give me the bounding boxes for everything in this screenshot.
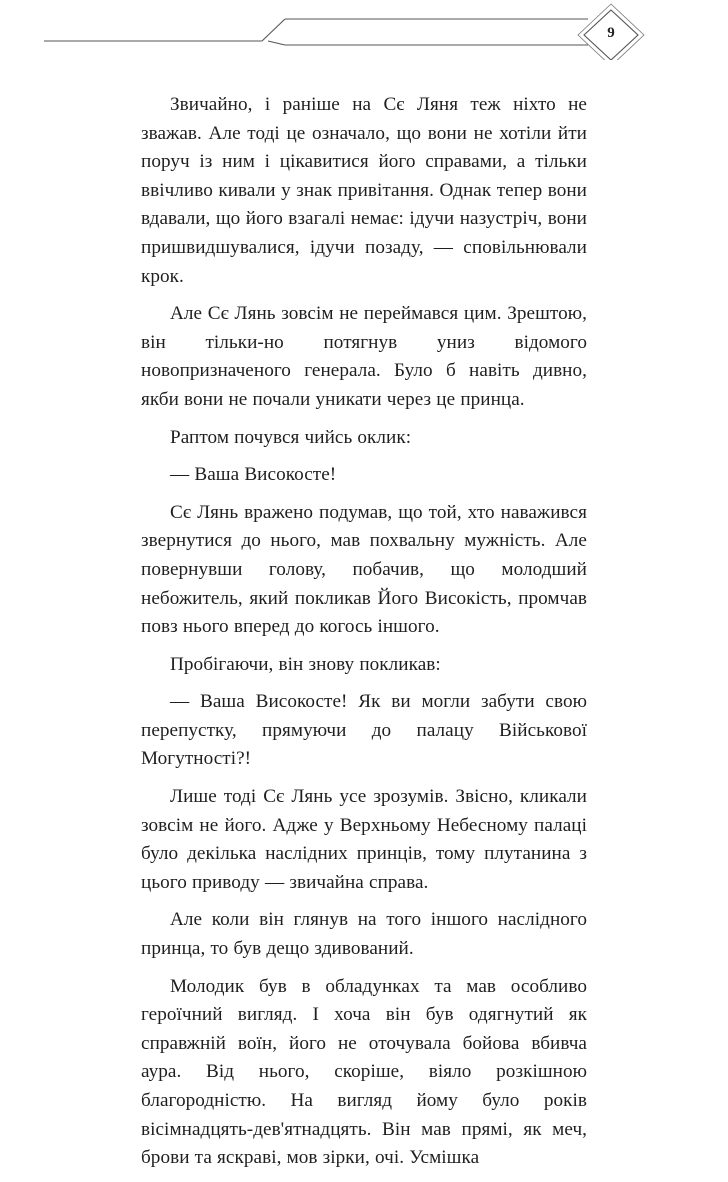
paragraph: Але коли він глянув на того іншого наслідного принца, то був дещо здивований. bbox=[141, 909, 587, 960]
paragraph: Лише тоді Сє Лянь усе зрозумів. Звісно, кликали зовсім не його. Адже у Верхньому Небесному палаці було декілька наслідних принців, тому плутанина з цього приводу — звичайна справа. bbox=[141, 786, 587, 893]
body-text bbox=[141, 91, 587, 1182]
paragraph: Звичайно, і раніше на Сє Ляня теж ніхто не зважав. Але тоді це означало, що вони не хотіли йти поруч із ним і цікавитися його справами, а тільки ввічливо кивали у знак привітання. Однак тепер вони вдавали, що його взагалі немає: ідучи назустріч, вони пришвидшувалися, ідучи позаду, — сповільнювали крок. bbox=[141, 94, 587, 287]
paragraph: Але Сє Лянь зовсім не переймався цим. Зрештою, він тільки-но потягнув униз відомого новопризначеного генерала. Було б навіть дивно, якби вони не почали уникати через це принца. bbox=[141, 303, 587, 410]
page-number: 9 bbox=[607, 25, 615, 41]
paragraph: Сє Лянь вражено подумав, що той, хто наважився звернутися до нього, мав похвальну мужність. Але повернувши голову, побачив, що молодший небожитель, який покликав Його Високість, промчав повз нього вперед до когось іншого. bbox=[141, 501, 587, 638]
paragraph: — Ваша Високосте! Як ви могли забути свою перепустку, прямуючи до палацу Військової Могутності?! bbox=[141, 691, 587, 770]
paragraph: Раптом почувся чийсь оклик: bbox=[170, 426, 412, 448]
paragraph: Пробігаючи, він знову покликав: bbox=[170, 653, 441, 675]
paragraph: Молодик був в обладунках та мав особливо героїчний вигляд. І хоча він був одягнутий як справжній воїн, його не оточувала бойова вбивча аура. Від нього, скоріше, віяло розкішною благородністю. На вигляд йому було років вісімнадцять-дев'ятнадцять. Він мав прямі, як меч, брови та яскраві, мов зірки, очі. Усмішка bbox=[141, 975, 587, 1169]
paragraph: — Ваша Високосте! bbox=[170, 464, 337, 486]
